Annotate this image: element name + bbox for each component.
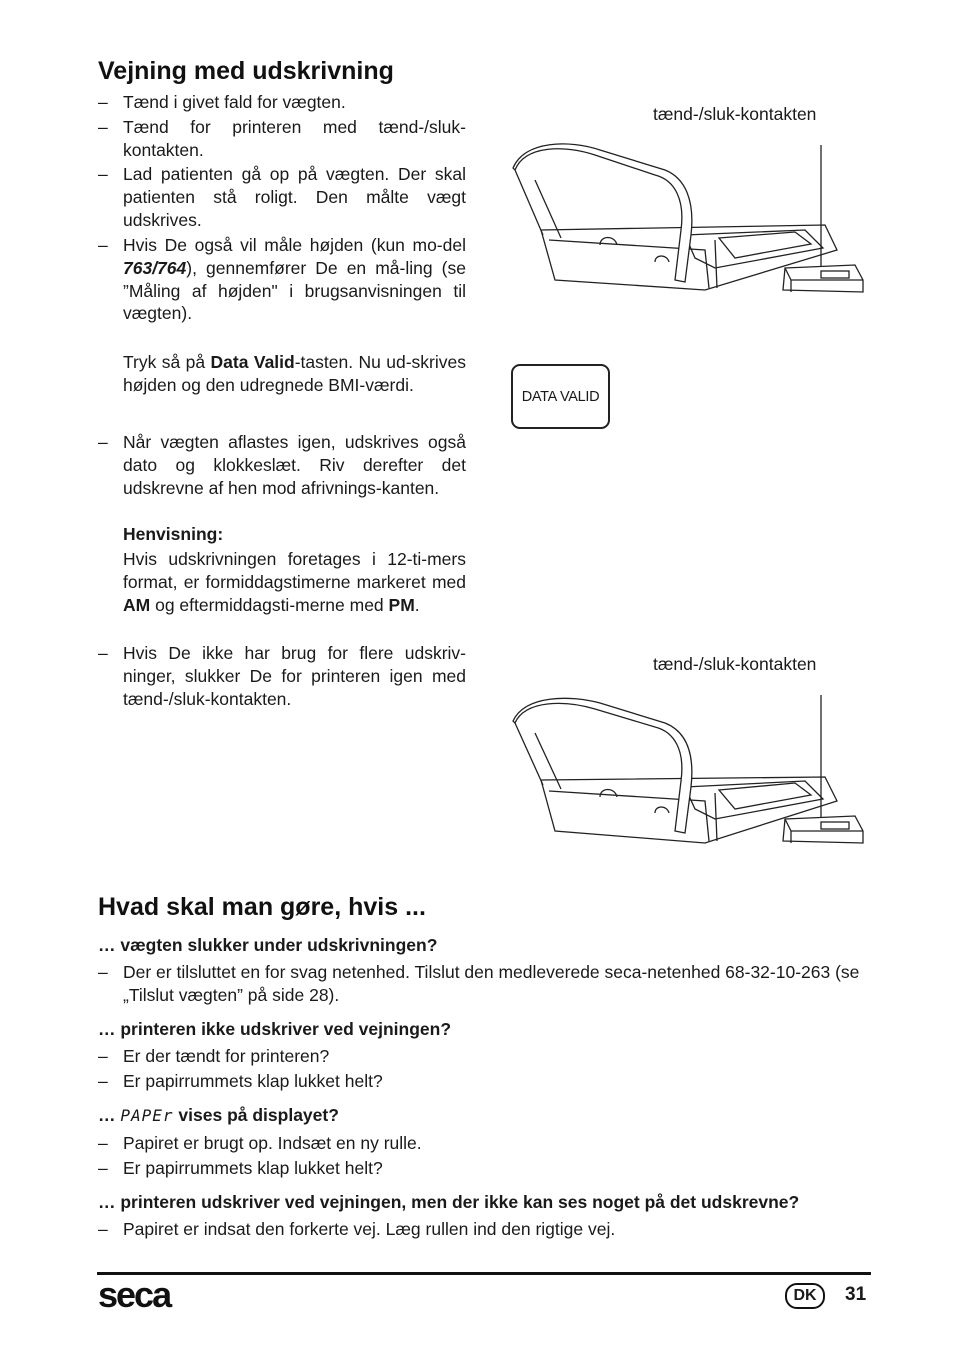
note-heading: Henvisning:: [123, 524, 224, 544]
footer-rule: [97, 1272, 871, 1275]
printer-illustration-top: [505, 140, 870, 300]
country-badge: DK: [785, 1283, 825, 1309]
page-number: 31: [845, 1284, 867, 1305]
question-heading: … printeren udskriver ved vejningen, men der ikke kan ses noget på det udskrevne?: [98, 1192, 800, 1212]
section-title-troubleshooting: Hvad skal man gøre, hvis ...: [98, 893, 426, 921]
question-heading: … vægten slukker under udskrivningen?: [98, 935, 438, 955]
switch-caption-top: tænd-/sluk-kontakten: [653, 104, 817, 124]
section-title-weighing-print: Vejning med udskrivning: [98, 57, 394, 85]
printer-illustration-bottom: [505, 695, 870, 853]
display-text: PAPEr: [120, 1106, 174, 1125]
question-heading: … printeren ikke udskriver ved vejningen?: [98, 1019, 452, 1039]
data-valid-instruction: Tryk så på Data Valid-tasten. Nu ud-skrives højden og den udregnede BMI-værdi.: [123, 352, 466, 395]
model-number: 763/764: [123, 257, 187, 278]
note-text: Hvis udskrivningen foretages i 12-ti-mers format, er formiddagstimerne markeret med AM og eftermiddagsti-merne med PM.: [123, 549, 466, 615]
question-heading: … PAPEr vises på displayet?: [98, 1105, 339, 1125]
switch-caption-bottom: tænd-/sluk-kontakten: [653, 654, 817, 674]
data-valid-button[interactable]: DATA VALID: [511, 364, 610, 429]
seca-logo: seca: [98, 1274, 171, 1315]
